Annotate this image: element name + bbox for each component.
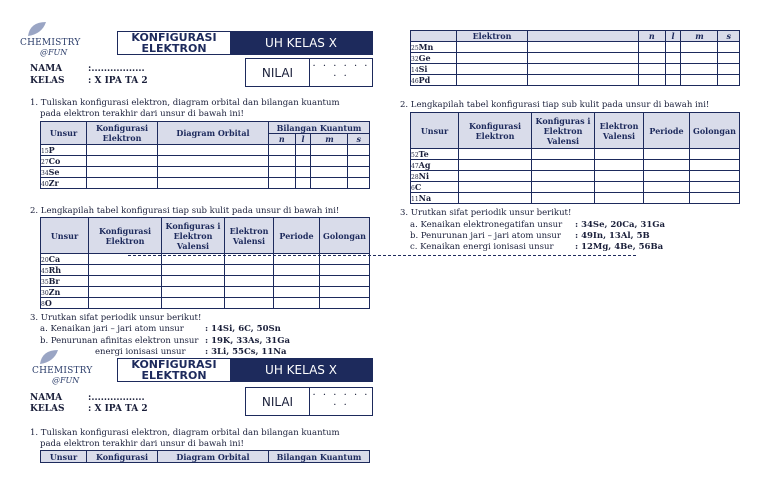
table-row: 15P	[41, 145, 370, 156]
kelas-label-2: KELAS	[30, 404, 65, 414]
q3-b-value: : 19K, 33As, 31Ga	[205, 336, 290, 346]
logo-line2: @FUN	[40, 48, 68, 57]
col-konfig: Konfigurasi Elektron	[87, 122, 158, 145]
table-row: 47Ag	[411, 160, 740, 171]
q1-intro2: pada elektron terakhir dari unsur di bawah ini!	[40, 109, 244, 119]
kelas-label: KELAS	[30, 76, 65, 86]
title-bar	[117, 31, 373, 55]
q3-c: energi ionisasi unsur	[95, 347, 186, 357]
table-row: 34Se	[41, 167, 370, 178]
nilai-field[interactable]: · · · · · · · ·	[312, 61, 370, 82]
bottom-table: Unsur Konfigurasi Diagram Orbital Bilangan Kuantum	[40, 450, 370, 463]
col-unsur: Unsur	[41, 122, 87, 145]
col-m: m	[311, 134, 348, 145]
nama-label: NAMA	[30, 64, 63, 74]
q2-table-left: Unsur Konfigurasi Elektron Konfiguras i Elektron Valensi Elektron Valensi Periode Golongan 20Ca 45Rh 35Br 30Zn 8O	[40, 217, 370, 309]
table-row: 27Co	[41, 156, 370, 167]
table-row: 11Na	[411, 193, 740, 204]
nama-field-2[interactable]: :.................	[88, 393, 145, 403]
leaf-icon	[26, 20, 48, 38]
q1-table-left	[40, 121, 370, 189]
nilai-label: NILAI	[246, 59, 310, 86]
table-row: 30Zn	[41, 287, 370, 298]
q3-intro-right: 3. Urutkan sifat periodik unsur berikut!	[400, 208, 572, 218]
col-l: l	[295, 134, 311, 145]
table-row: 32Ge	[411, 53, 740, 64]
nilai-box-2: NILAI · · · · · · · ·	[245, 387, 373, 416]
q3r-b-value: : 49In, 13Al, 5B	[575, 231, 650, 241]
table-row: 45Rh	[41, 265, 370, 276]
q2-table-right: Unsur Konfigurasi Elektron Konfiguras i Elektron Valensi Elektron Valensi Periode Golongan 52Te 47Ag 28Ni 6C 11Na	[410, 112, 740, 204]
table-row: 28Ni	[411, 171, 740, 182]
col-n: n	[269, 134, 296, 145]
q3-a: a. Kenaikan jari – jari atom unsur	[40, 324, 184, 334]
q2-intro: 2. Lengkapilah tabel konfigurasi tiap sub kulit pada unsur di bawah ini!	[30, 206, 340, 216]
leaf-icon	[38, 348, 60, 366]
nilai-box	[245, 58, 373, 87]
table-row: 14Si	[411, 64, 740, 75]
chemistry-fun-logo	[18, 20, 88, 60]
col-s: s	[348, 134, 370, 145]
q1-intro-2: 1. Tuliskan konfigurasi elektron, diagram orbital dan bilangan kuantum	[30, 428, 340, 438]
table-row: 25Mn	[411, 42, 740, 53]
q3-b: b. Penurunan afinitas elektron unsur	[40, 336, 199, 346]
col-bilangan: Bilangan Kuantum	[269, 122, 370, 134]
q3r-a: a. Kenaikan elektronegatifan unsur	[410, 220, 563, 230]
table-row: 35Br	[41, 276, 370, 287]
q3-intro: 3. Urutkan sifat periodik unsur berikut!	[30, 313, 202, 323]
page-title: KONFIGURASI ELEKTRON	[131, 31, 217, 55]
q3-a-value: : 14Si, 6C, 50Sn	[205, 324, 281, 334]
q3r-c-value: : 12Mg, 4Be, 56Ba	[575, 242, 664, 252]
q1-intro2-2: pada elektron terakhir dari unsur di bawah ini!	[40, 439, 244, 449]
q1-intro: 1. Tuliskan konfigurasi elektron, diagram orbital dan bilangan kuantum	[30, 98, 340, 108]
q1-table-right: Elektron n l m s 25Mn 32Ge 14Si 46Pd	[410, 30, 740, 86]
table-row: 46Pd	[411, 75, 740, 86]
q2-intro-right: 2. Lengkapilah tabel konfigurasi tiap sub kulit pada unsur di bawah ini!	[400, 100, 710, 110]
table-row: 6C	[411, 182, 740, 193]
nama-field[interactable]: :.................	[88, 64, 145, 74]
table-row: 52Te	[411, 149, 740, 160]
q3r-b: b. Penurunan jari – jari atom unsur	[410, 231, 561, 241]
table-row: 40Zr	[41, 178, 370, 189]
kelas-value: : X IPA TA 2	[88, 76, 148, 86]
q3r-a-value: : 34Se, 20Ca, 31Ga	[575, 220, 666, 230]
cut-line	[128, 255, 636, 256]
nama-label-2: NAMA	[30, 393, 63, 403]
col-diagram: Diagram Orbital	[158, 122, 269, 145]
chemistry-fun-logo-2: CHEMISTRY @FUN	[30, 348, 100, 388]
table-row: 20Ca	[41, 254, 370, 265]
q3r-c: c. Kenaikan energi ionisasi unsur	[410, 242, 554, 252]
logo-line1: CHEMISTRY	[20, 38, 81, 48]
kelas-value-2: : X IPA TA 2	[88, 404, 148, 414]
title-bar-2: KONFIGURASI ELEKTRON UH KELAS X	[117, 358, 373, 382]
kelas-badge: UH KELAS X	[230, 32, 372, 54]
table-row: 8O	[41, 298, 370, 309]
q3-c-value: : 3Li, 55Cs, 11Na	[205, 347, 287, 357]
